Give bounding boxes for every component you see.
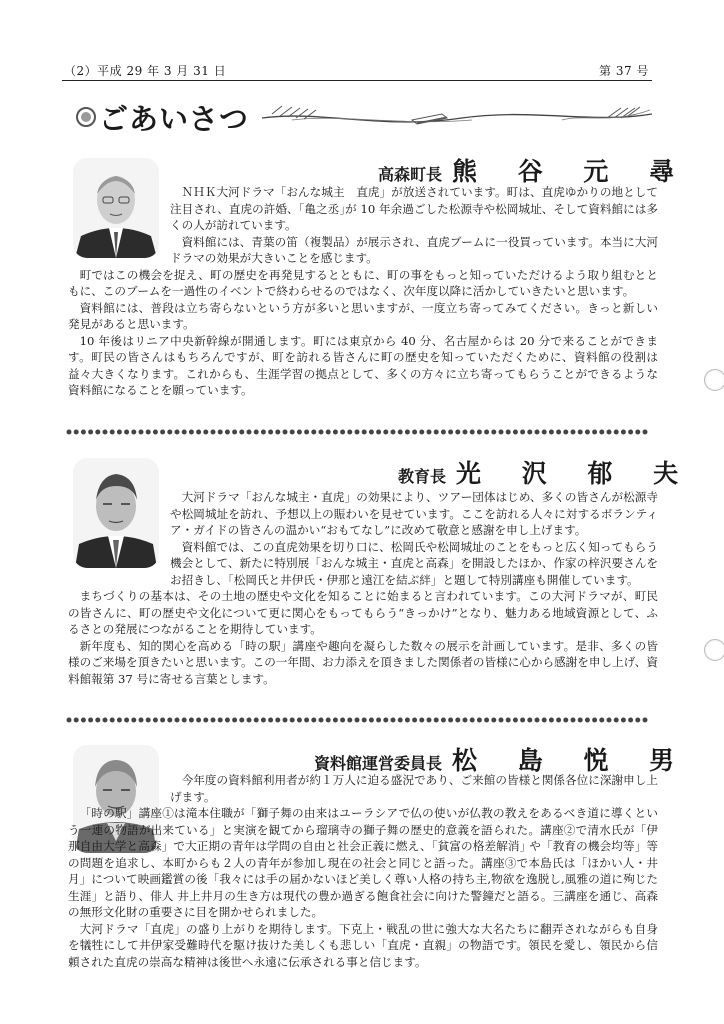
circle-bullet-icon <box>76 107 96 127</box>
issue-number: 第 37 号 <box>599 64 649 78</box>
paragraph: 「時の駅」講座①は滝本住職が「獅子舞の由来はユーラシアで仏の使いが仏教の教えをあるべき道に導くという一連の物語が出来ている」と実演を観てから瑠璃寺の獅子舞の歴史的意義を語られた。講座②で清水氏が「伊那自由大学と高森」で大正期の青年は学問の自由と社会正義に燃え、｢貧富の格差解消｣ や「教育の機会均等」等の問題を追求し、本町からも２人の青年が参加し現在の社会と同じと語った。講座③で本島氏は「ほかい人・井月」について映画鑑賞の後「我々には手の届かないほど美しく尊い人格の持ち主,物欲を逸脱し,風雅の道に殉じた生涯」と語り、俳人 井上井月の生き方は現代の豊か過ぎる飽食社会に向けた警鐘だと語る。三講座を通じ、高森の無形文化財の重要さに目を開かせられました。 <box>68 806 658 919</box>
punch-hole <box>704 639 724 661</box>
greeting-1-name: 熊 谷 元 尋 <box>452 157 691 186</box>
section-title-text: ごあいさつ <box>99 101 250 136</box>
greeting-1-role: 高森町長 <box>378 165 443 184</box>
header-rule <box>62 80 652 81</box>
section-title <box>76 97 249 137</box>
greeting-2-heading <box>398 454 694 490</box>
greeting-2-role: 教育長 <box>398 467 447 486</box>
greeting-1-body <box>68 184 658 399</box>
issue-date: （2）平成 29 年 3 月 31 日 <box>64 64 227 78</box>
greeting-3-name: 松 島 悦 男 <box>452 746 691 775</box>
greeting-1-heading <box>378 152 690 188</box>
paragraph: 大河ドラマ「直虎」の盛り上がりを期待します。下克上・戦乱の世に強大な大名たちに翻弄されながらも自身を犠牲にして井伊家受難時代を駆け抜けた美しくも悲しい「直虎・直親」の物語です。領民を愛し、領民から信頼された直虎の崇高な精神は後世へ永遠に伝承される事と信じます。 <box>68 921 658 969</box>
paragraph: 新年度も、知的関心を高める「時の駅」講座や趣向を凝らした数々の展示を計画しています。是非、多くの皆様のご来場を頂きたいと思います。この一年間、お力添えを頂きました関係者の皆様に心から感謝を申し上げ、資料館報第 37 号に寄せる言葉とします。 <box>68 638 658 686</box>
punch-hole <box>704 369 724 391</box>
greeting-2-name: 光 沢 郁 夫 <box>456 459 695 488</box>
greeting-2-body <box>68 489 658 687</box>
paragraph: 資料館には、普段は立ち寄らないという方が多いと思いますが、一度立ち寄ってみてください。きっと新しい発見があると思います。 <box>68 300 658 331</box>
greeting-3-body <box>68 772 658 970</box>
paragraph: 10 年後はリニア中央新幹線が開通します。町には東京から 40 分、名古屋からは 20 分で来ることができます。町民の皆さんはもちろんですが、町を訪れる皆さんに町の歴史を知っていただくために、資料館の役割は益々大きくなります。これからも、生涯学習の拠点として、多くの方々に立ち寄ってもらうことができるような資料館になることを願っています。 <box>68 333 659 397</box>
paragraph: 町ではこの機会を捉え、町の歴史を再発見するとともに、町の事をもっと知っていただけるよう取り組むとともに、このブームを一過性のイベントで終わらせるのではなく、次年度以降に活かしていきたいと思います。 <box>68 267 658 298</box>
reed-ornament-icon <box>262 100 652 136</box>
paragraph: ＮＨＫ大河ドラマ「おんな城主 直虎」が放送されています。町は、直虎ゆかりの地として注目され、直虎の許婚、｢亀之丞｣が 10 年余過ごした松源寺や松岡城址、そして資料館には多くの人が訪れています。 <box>170 185 658 232</box>
dotted-divider <box>66 716 654 724</box>
paragraph: 今年度の資料館利用者が約１万人に迫る盛況であり、ご来館の皆様と関係各位に深謝申し上げます。 <box>170 773 658 804</box>
paragraph: 大河ドラマ「おんな城主・直虎」の効果により、ツアー団体はじめ、多くの皆さんが松源寺や松岡城址を訪れ、予想以上の賑わいを見せています。ここを訪れる人々に対するボランティア・ガイドの皆さんの温かい“おもてなし”に改めて敬意と感謝を申し上げます。 <box>170 490 658 537</box>
dotted-divider <box>66 428 654 436</box>
paragraph: まちづくりの基本は、その土地の歴史や文化を知ることに始まると言われています。この大河ドラマが、町民の皆さんに、町の歴史や文化について更に関心をもってもらう“きっかけ”となり、魅力ある地域資源として、ふるさとの発展につながることを期待しています。 <box>68 589 658 636</box>
paragraph: 資料館には、青葉の笛（複製品）が展示され、直虎ブームに一役買っています。本当に大河ドラマの効果が大きいことを感じます。 <box>170 234 658 265</box>
paragraph: 資料館では、この直虎効果を切り口に、松岡氏や松岡城址のことをもっと広く知ってもらう機会として、新たに特別展「おんな城主・直虎と高森」を開設したほか、作家の梓沢要さんをお招きし、「松岡氏と井伊氏・伊那と遠江を結ぶ絆」と題して特別講座も開催しています。 <box>170 539 658 587</box>
greeting-3-role: 資料館運営委員長 <box>314 754 443 773</box>
